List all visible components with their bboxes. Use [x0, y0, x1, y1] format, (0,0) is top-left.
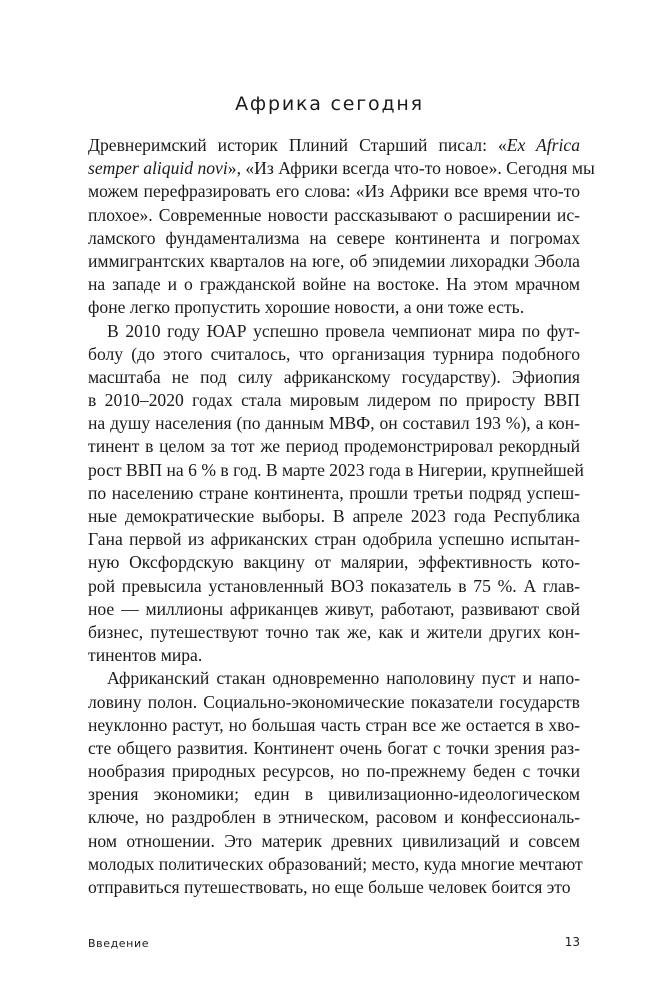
text-line: semper aliquid novi», «Из Африки всегда что-то новое». Сегодня мы: [88, 158, 595, 179]
paragraph: [88, 320, 584, 668]
body-text: [88, 134, 595, 899]
text-line: бизнес, путешествуют точно так же, как и жители других кон-: [88, 621, 580, 642]
text-line: рой превысила установленный ВОЗ показатель в 75 %. А глав-: [88, 575, 580, 596]
text-line: ном отношении. Это материк древних цивилизаций и совсем: [88, 830, 580, 851]
text-line: Древнеримский историк Плиний Старший писал: «Ex Africa: [88, 135, 580, 155]
text-line: Африканский стакан одновременно наполовину пуст и напо-: [107, 668, 580, 689]
text-line: зрения экономики; един в цивилизационно-идеологическом: [88, 784, 580, 805]
text-line: тинент в целом за тот же период продемонстрировал рекордный: [88, 436, 580, 457]
running-footer-section: Введение: [88, 937, 150, 950]
text-line: по населению стране континента, прошли третьи подряд успеш-: [88, 482, 580, 503]
text-line: отправиться путешествовать, но еще больше человек боится это: [88, 877, 571, 897]
text-line: плохое». Современные новости рассказывают о расширении ис-: [88, 204, 580, 225]
text-line: молодых политических образований; место, куда многие мечтают: [88, 853, 583, 874]
text-line: ные демократические выборы. В апреле 2023 года Республика: [88, 506, 580, 526]
text-line: болу (до этого считалось, что организация турнира подобного: [88, 343, 580, 364]
text-line: неуклонно растут, но большая часть стран все же остается в хво-: [88, 714, 580, 735]
text-line: ключе, но раздроблен в этническом, расовом и конфессиональ-: [88, 807, 580, 828]
text-line: тинентов мира.: [88, 645, 203, 666]
page-number: 13: [564, 935, 580, 949]
text-line: Гана первой из африканских стран одобрила успешно испытан-: [88, 529, 580, 550]
text-line: в 2010–2020 годах стала мировым лидером по приросту ВВП: [88, 390, 580, 411]
page-title: Африка сегодня: [235, 93, 424, 115]
text-line: ловину полон. Социально-экономические показатели государств: [88, 691, 580, 712]
text-line: ную Оксфордскую вакцину от малярии, эффективность кото-: [88, 552, 580, 573]
text-line: на душу населения (по данным МВФ, он составил 193 %), а кон-: [88, 413, 580, 434]
paragraph: [88, 667, 583, 899]
text-line: иммигрантских кварталов на юге, об эпидемии лихорадки Эбола: [88, 250, 580, 271]
text-line: можем перефразировать его слова: «Из Африки все время что-то: [88, 181, 580, 202]
text-line: рост ВВП на 6 % в год. В марте 2023 года в Нигерии, крупнейшей: [88, 459, 584, 480]
text-line: масштаба не под силу африканскому государству). Эфиопия: [88, 366, 580, 387]
text-line: В 2010 году ЮАР успешно провела чемпионат мира по фут-: [107, 320, 580, 341]
text-line: ное — миллионы африканцев живут, работают, развивают свой: [88, 598, 580, 619]
text-line: фоне легко пропустить хорошие новости, а они тоже есть.: [88, 297, 525, 318]
text-line: сте общего развития. Континент очень богат с точки зрения раз-: [88, 737, 580, 758]
text-line: нообразия природных ресурсов, но по-прежнему беден с точки: [88, 761, 580, 782]
text-line: на западе и о гражданской войне на востоке. На этом мрачном: [88, 274, 580, 295]
paragraph: [88, 134, 595, 320]
text-line: ламского фундаментализма на севере континента и погромах: [88, 227, 580, 248]
